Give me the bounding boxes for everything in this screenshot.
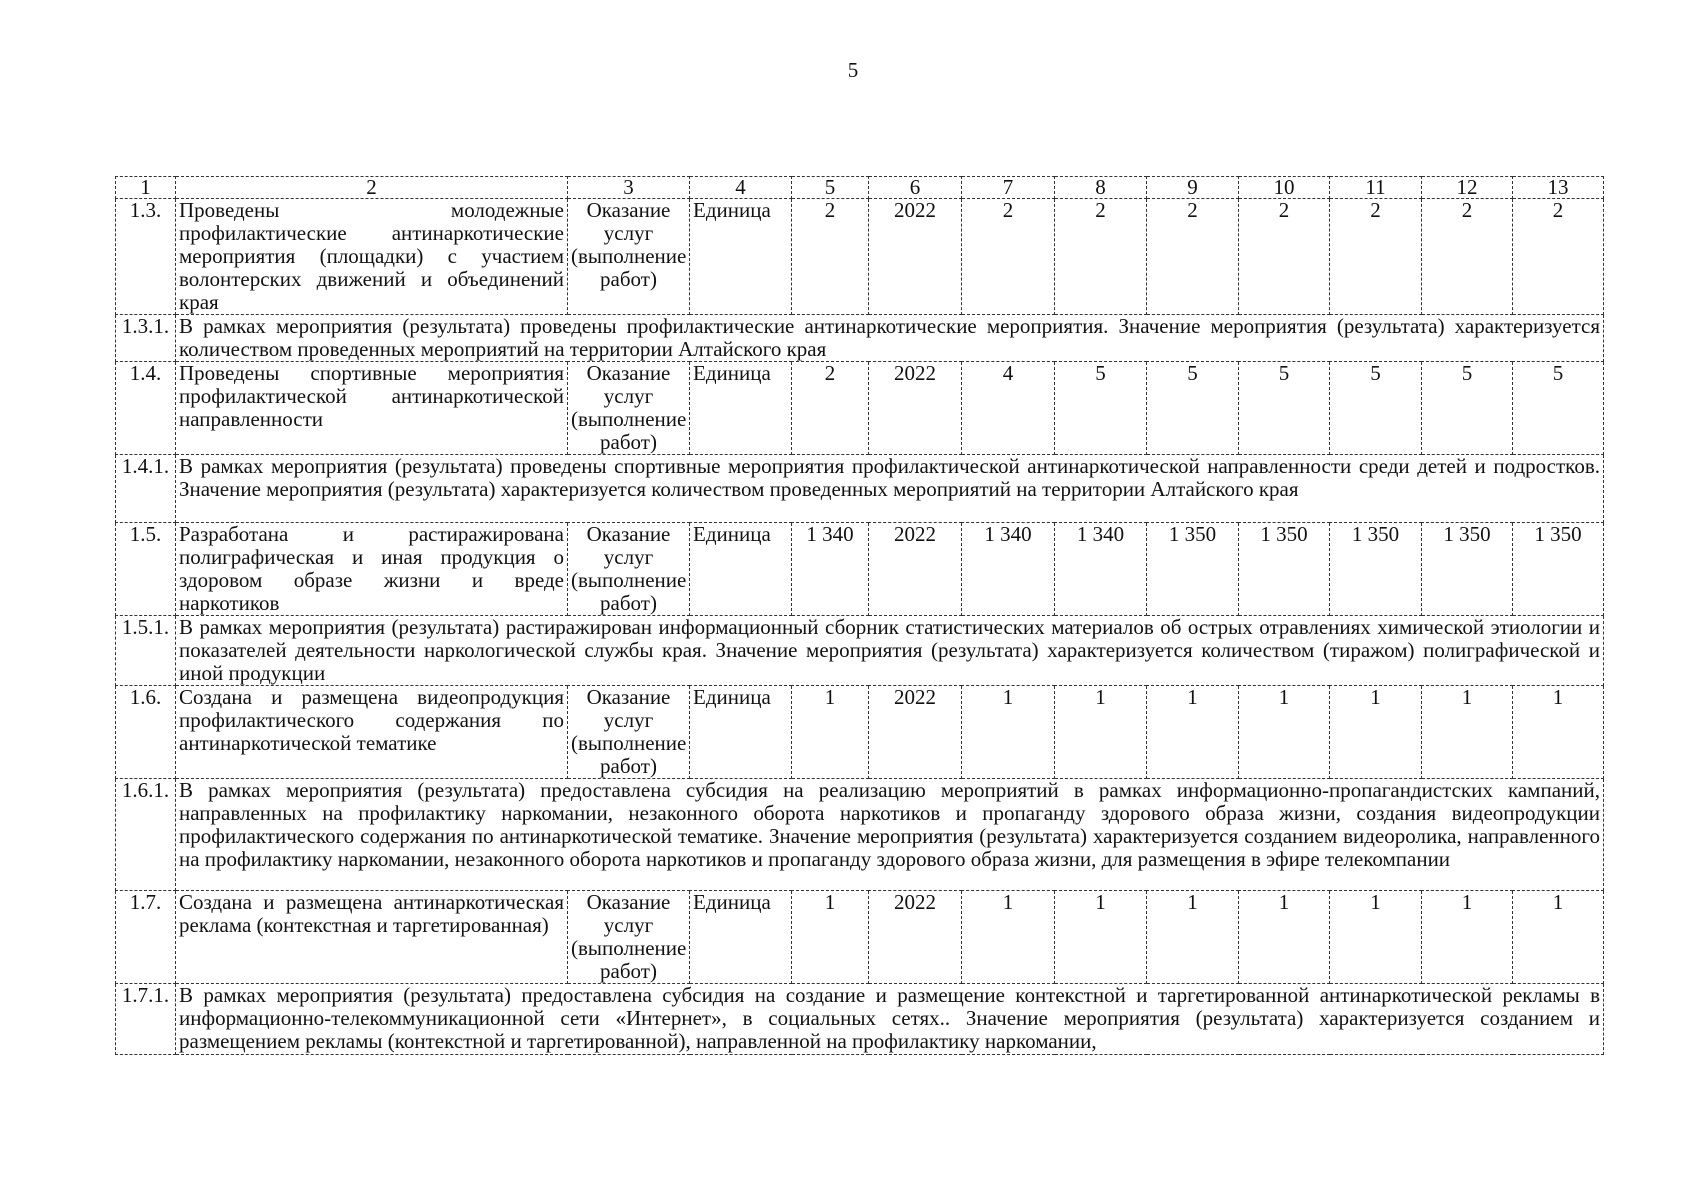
base-value: 1 340 <box>792 523 869 616</box>
year-value: 5 <box>1330 362 1422 455</box>
year-value: 1 <box>1422 891 1513 984</box>
indicator-description-row <box>116 315 1604 362</box>
year-value: 5 <box>1513 362 1604 455</box>
description-number: 1.5.1. <box>116 616 176 686</box>
year-value: 1 <box>962 891 1055 984</box>
description-text: В рамках мероприятия (результата) предоставлена субсидия на создание и размещение контекстной и таргетированной антинаркотической рекламы в информационно-телекоммуникационной сети «Интернет», в социальных сетях.. Значение мероприятия (результата) характеризуется созданием и размещением рекламы (контекстной и таргетированной), направленной на профилактику наркомании, <box>176 984 1604 1055</box>
description-text: В рамках мероприятия (результата) проведены спортивные мероприятия профилактической антинаркотической направленности среди детей и подростков. Значение мероприятия (результата) характеризуется количеством проведенных мероприятий на территории Алтайского края <box>176 455 1604 523</box>
row-number: 1.5. <box>116 523 176 616</box>
year-value: 5 <box>1422 362 1513 455</box>
header-cell: 7 <box>962 177 1055 199</box>
indicator-description-row <box>116 984 1604 1055</box>
year-value: 1 <box>1055 686 1147 779</box>
year-value: 1 <box>1330 891 1422 984</box>
year-value: 1 350 <box>1422 523 1513 616</box>
indicator-description-row <box>116 455 1604 523</box>
year-value: 1 340 <box>962 523 1055 616</box>
unit-of-measure: Единица <box>690 199 792 315</box>
year-value: 1 350 <box>1330 523 1422 616</box>
year-value: 2 <box>1513 199 1604 315</box>
year-value: 1 <box>1330 686 1422 779</box>
year-value: 1 <box>962 686 1055 779</box>
row-number: 1.6. <box>116 686 176 779</box>
row-number: 1.3. <box>116 199 176 315</box>
row-number: 1.4. <box>116 362 176 455</box>
base-value: 1 <box>792 891 869 984</box>
year-value: 1 350 <box>1239 523 1330 616</box>
base-value: 1 <box>792 686 869 779</box>
year-value: 5 <box>1055 362 1147 455</box>
year-value: 1 <box>1239 891 1330 984</box>
description-text: В рамках мероприятия (результата) растиражирован информационный сборник статистических материалов об острых отравлениях химической этиологии и показателей деятельности наркологической службы края. Значение мероприятия (результата) характеризуется количеством (тиражом) полиграфической и иной продукции <box>176 616 1604 686</box>
header-cell: 1 <box>116 177 176 199</box>
indicator-description-row <box>116 616 1604 686</box>
year-value: 2 <box>1330 199 1422 315</box>
base-year: 2022 <box>869 686 962 779</box>
year-value: 5 <box>1147 362 1239 455</box>
header-cell: 13 <box>1513 177 1604 199</box>
indicator-type: Оказание услуг (выполнение работ) <box>568 199 690 315</box>
year-value: 1 340 <box>1055 523 1147 616</box>
indicators-table <box>115 176 1604 1055</box>
base-year: 2022 <box>869 523 962 616</box>
description-text: В рамках мероприятия (результата) предоставлена субсидия на реализацию мероприятий в рамках информационно-пропагандистских кампаний, направленных на профилактику наркомании, незаконного оборота наркотиков и пропаганду здорового образа жизни, создания видеопродукции профилактического содержания по антинаркотической тематике. Значение мероприятия (результата) характеризуется созданием видеоролика, направленного на профилактику наркомании, незаконного оборота наркотиков и пропаганду здорового образа жизни, для размещения в эфире телекомпании <box>176 779 1604 891</box>
header-cell: 8 <box>1055 177 1147 199</box>
indicator-row <box>116 362 1604 455</box>
header-cell: 2 <box>176 177 568 199</box>
column-number-header <box>116 177 1604 199</box>
year-value: 2 <box>1422 199 1513 315</box>
year-value: 1 <box>1513 891 1604 984</box>
base-year: 2022 <box>869 199 962 315</box>
indicator-type: Оказание услуг (выполнение работ) <box>568 362 690 455</box>
unit-of-measure: Единица <box>690 686 792 779</box>
header-cell: 5 <box>792 177 869 199</box>
description-number: 1.6.1. <box>116 779 176 891</box>
year-value: 5 <box>1239 362 1330 455</box>
year-value: 1 <box>1055 891 1147 984</box>
indicator-name: Проведены спортивные мероприятия профилактической антинаркотической направленности <box>176 362 568 455</box>
year-value: 4 <box>962 362 1055 455</box>
header-cell: 11 <box>1330 177 1422 199</box>
indicator-row <box>116 199 1604 315</box>
indicator-name: Проведены молодежные профилактические антинаркотические мероприятия (площадки) с участием волонтерских движений и объединений края <box>176 199 568 315</box>
base-value: 2 <box>792 362 869 455</box>
year-value: 2 <box>1239 199 1330 315</box>
indicator-name: Создана и размещена антинаркотическая реклама (контекстная и таргетированная) <box>176 891 568 984</box>
base-year: 2022 <box>869 362 962 455</box>
year-value: 2 <box>1055 199 1147 315</box>
header-cell: 9 <box>1147 177 1239 199</box>
indicator-name: Разработана и растиражирована полиграфическая и иная продукция о здоровом образе жизни и вреде наркотиков <box>176 523 568 616</box>
indicator-type: Оказание услуг (выполнение работ) <box>568 523 690 616</box>
year-value: 1 <box>1513 686 1604 779</box>
year-value: 2 <box>962 199 1055 315</box>
year-value: 1 <box>1239 686 1330 779</box>
year-value: 1 <box>1147 891 1239 984</box>
description-number: 1.3.1. <box>116 315 176 362</box>
unit-of-measure: Единица <box>690 362 792 455</box>
year-value: 1 350 <box>1147 523 1239 616</box>
year-value: 2 <box>1147 199 1239 315</box>
indicator-name: Создана и размещена видеопродукция профилактического содержания по антинаркотической тематике <box>176 686 568 779</box>
page-number: 5 <box>847 58 859 82</box>
header-cell: 10 <box>1239 177 1330 199</box>
unit-of-measure: Единица <box>690 891 792 984</box>
description-number: 1.4.1. <box>116 455 176 523</box>
base-value: 2 <box>792 199 869 315</box>
indicator-row <box>116 523 1604 616</box>
header-cell: 4 <box>690 177 792 199</box>
year-value: 1 350 <box>1513 523 1604 616</box>
indicator-type: Оказание услуг (выполнение работ) <box>568 891 690 984</box>
base-year: 2022 <box>869 891 962 984</box>
indicator-row <box>116 891 1604 984</box>
header-cell: 6 <box>869 177 962 199</box>
header-cell: 12 <box>1422 177 1513 199</box>
indicator-row <box>116 686 1604 779</box>
year-value: 1 <box>1147 686 1239 779</box>
unit-of-measure: Единица <box>690 523 792 616</box>
description-text: В рамках мероприятия (результата) проведены профилактические антинаркотические мероприятия. Значение мероприятия (результата) характеризуется количеством проведенных мероприятий на территории Алтайского края <box>176 315 1604 362</box>
indicator-description-row <box>116 779 1604 891</box>
indicator-type: Оказание услуг (выполнение работ) <box>568 686 690 779</box>
description-number: 1.7.1. <box>116 984 176 1055</box>
header-cell: 3 <box>568 177 690 199</box>
year-value: 1 <box>1422 686 1513 779</box>
row-number: 1.7. <box>116 891 176 984</box>
